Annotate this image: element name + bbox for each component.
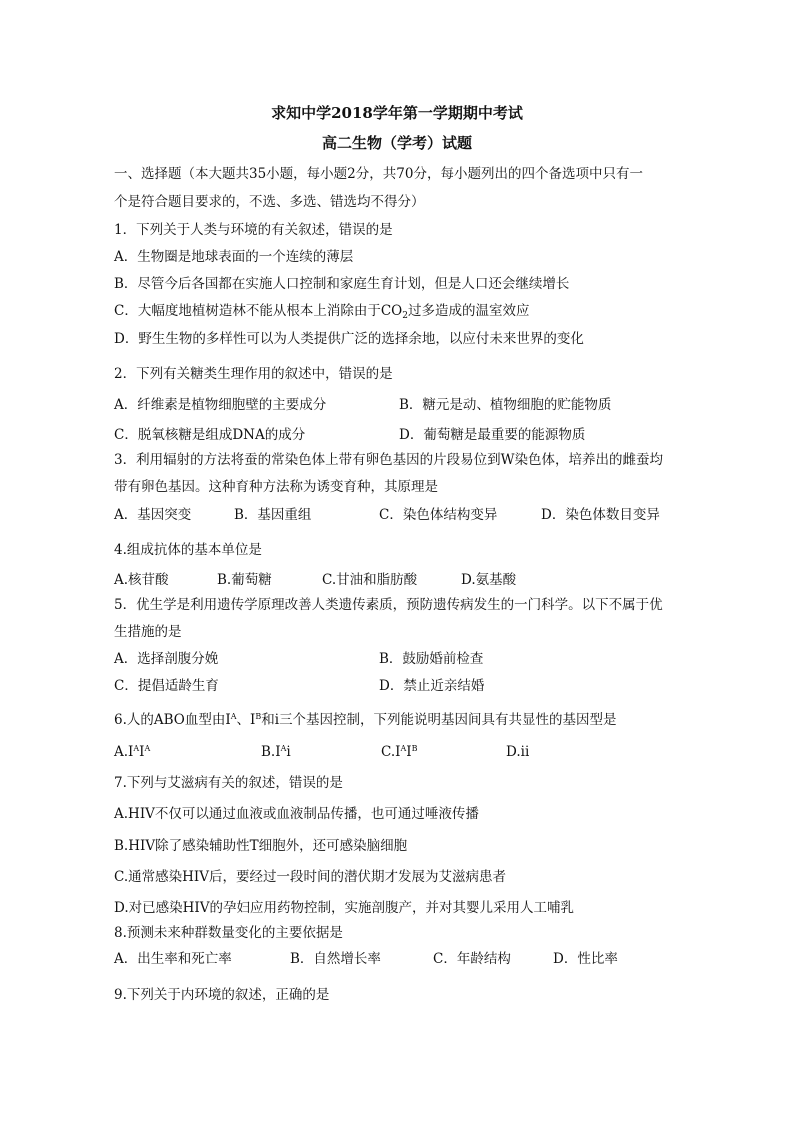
q7-option-a: A.HIV不仅可以通过血液或血液制品传播，也可通过唾液传播 [114, 806, 479, 822]
q6-option-c-sup2: B [411, 744, 418, 753]
q3-option-c: C．染色体结构变异 [379, 507, 498, 523]
q6-allele-ia-sup: A [230, 712, 237, 721]
q5-option-c: C．提倡适龄生育 [114, 678, 219, 694]
q1-option-b: B．尽管今后各国都在实施人口控制和家庭生育计划，但是人口还会继续增长 [114, 276, 570, 292]
q6-option-c-i2: I [406, 744, 412, 760]
q1-option-c [114, 301, 529, 321]
q9-stem: 9.下列关于内环境的叙述，正确的是 [114, 987, 330, 1003]
q6-option-b-i2: i [286, 744, 291, 760]
q4-option-d: D.氨基酸 [461, 572, 517, 588]
q1-option-c-post: 过多造成的温室效应 [407, 303, 530, 319]
q2-option-d: D．葡萄糖是最重要的能源物质 [399, 427, 586, 443]
q6-allele-i: i [274, 712, 280, 728]
q6-option-c-label: C. [381, 744, 396, 760]
q3-stem-line2: 带有卵色基因。这种育种方法称为诱变育种，其原理是 [114, 479, 438, 495]
q1-option-c-pre: C．大幅度地植树造林不能从根本上消除由于 [114, 303, 381, 319]
q7-option-b: B.HIV除了感染辅助性T细胞外，还可感染脑细胞 [114, 838, 408, 854]
q6-option-b-sup1: A [280, 744, 287, 753]
q1-option-c-co: CO [380, 303, 403, 319]
q6-option-b-i1: I [275, 744, 281, 760]
q6-allele-ib-sup: B [255, 712, 262, 721]
q6-option-a-sup2: A [144, 744, 151, 753]
q3-stem-line1: 3．利用辐射的方法将蚕的常染色体上带有卵色基因的片段易位到W染色体，培养出的雌蚕均 [114, 452, 663, 468]
q2-stem: 2．下列有关糖类生理作用的叙述中，错误的是 [114, 366, 393, 382]
q6-allele-ib-base: I [250, 712, 256, 728]
q6-stem [114, 710, 617, 730]
q6-sep: 、 [236, 712, 250, 728]
q1-option-c-subscript: 2 [402, 311, 408, 321]
q4-stem: 4.组成抗体的基本单位是 [114, 542, 262, 558]
q3-option-a: A．基因突变 [114, 507, 192, 523]
q8-option-c: C．年龄结构 [433, 951, 511, 967]
q5-stem-line1: 5．优生学是利用遗传学原理改善人类遗传素质，预防遗传病发生的一门科学。以下不属于优 [114, 597, 663, 613]
exam-title: 求知中学2018学年第一学期期中考试 [271, 104, 523, 122]
q8-option-d: D．性比率 [553, 951, 618, 967]
q6-stem-post: 三个基因控制，下列能说明基因间具有共显性的基因型是 [279, 712, 617, 728]
q6-option-a-i2: I [139, 744, 145, 760]
q8-option-b: B．自然增长率 [290, 951, 381, 967]
q6-option-a-sup1: A [133, 744, 140, 753]
q7-option-c: C.通常感染HIV后，要经过一段时间的潜伏期才发展为艾滋病患者 [114, 869, 506, 885]
q5-stem-line2: 生措施的是 [114, 624, 182, 640]
q3-option-d: D．染色体数目变异 [541, 507, 660, 523]
q4-option-b: B.葡萄糖 [217, 572, 272, 588]
q6-option-a [114, 742, 150, 762]
q4-option-a: A.核苷酸 [114, 572, 169, 588]
section-instructions-line1: 一、选择题（本大题共35小题，每小题2分，共70分，每小题列出的四个备选项中只有一 [114, 166, 643, 182]
q6-stem-pre: 6.人的ABO血型由 [114, 712, 226, 728]
q6-option-c-sup1: A [400, 744, 407, 753]
exam-subtitle: 高二生物（学考）试题 [321, 134, 472, 152]
q3-option-b: B．基因重组 [234, 507, 312, 523]
q6-allele-ia-base: I [225, 712, 231, 728]
q5-option-b: B．鼓励婚前检查 [379, 651, 484, 667]
q1-option-a: A．生物圈是地球表面的一个连续的薄层 [114, 249, 354, 265]
q2-option-a: A．纤维素是植物细胞壁的主要成分 [114, 397, 327, 413]
q1-stem: 1．下列关于人类与环境的有关叙述，错误的是 [114, 222, 393, 238]
q6-option-b [261, 742, 291, 762]
q6-option-d: D.ii [506, 744, 530, 760]
q5-option-d: D．禁止近亲结婚 [379, 678, 485, 694]
q6-option-b-label: B. [261, 744, 276, 760]
q7-option-d: D.对已感染HIV的孕妇应用药物控制，实施剖腹产，并对其婴儿采用人工哺乳 [114, 900, 574, 916]
q5-option-a: A．选择剖腹分娩 [114, 651, 219, 667]
q4-option-c: C.甘油和脂肪酸 [322, 572, 418, 588]
q6-option-c [381, 742, 418, 762]
q6-option-c-i1: I [395, 744, 401, 760]
q6-and: 和 [261, 712, 275, 728]
q8-stem: 8.预测未来种群数量变化的主要依据是 [114, 925, 343, 941]
q2-option-b: B．糖元是动、植物细胞的贮能物质 [399, 397, 612, 413]
q1-option-d: D．野生生物的多样性可以为人类提供广泛的选择余地，以应付未来世界的变化 [114, 331, 584, 347]
section-instructions-line2: 个是符合题目要求的，不选、多选、错选均不得分） [114, 194, 425, 210]
q8-option-a: A．出生率和死亡率 [114, 951, 232, 967]
q7-stem: 7.下列与艾滋病有关的叙述，错误的是 [114, 775, 343, 791]
q2-option-c: C．脱氧核糖是组成DNA的成分 [114, 427, 306, 443]
q6-option-a-i1: I [128, 744, 134, 760]
q6-option-a-label: A. [114, 744, 129, 760]
